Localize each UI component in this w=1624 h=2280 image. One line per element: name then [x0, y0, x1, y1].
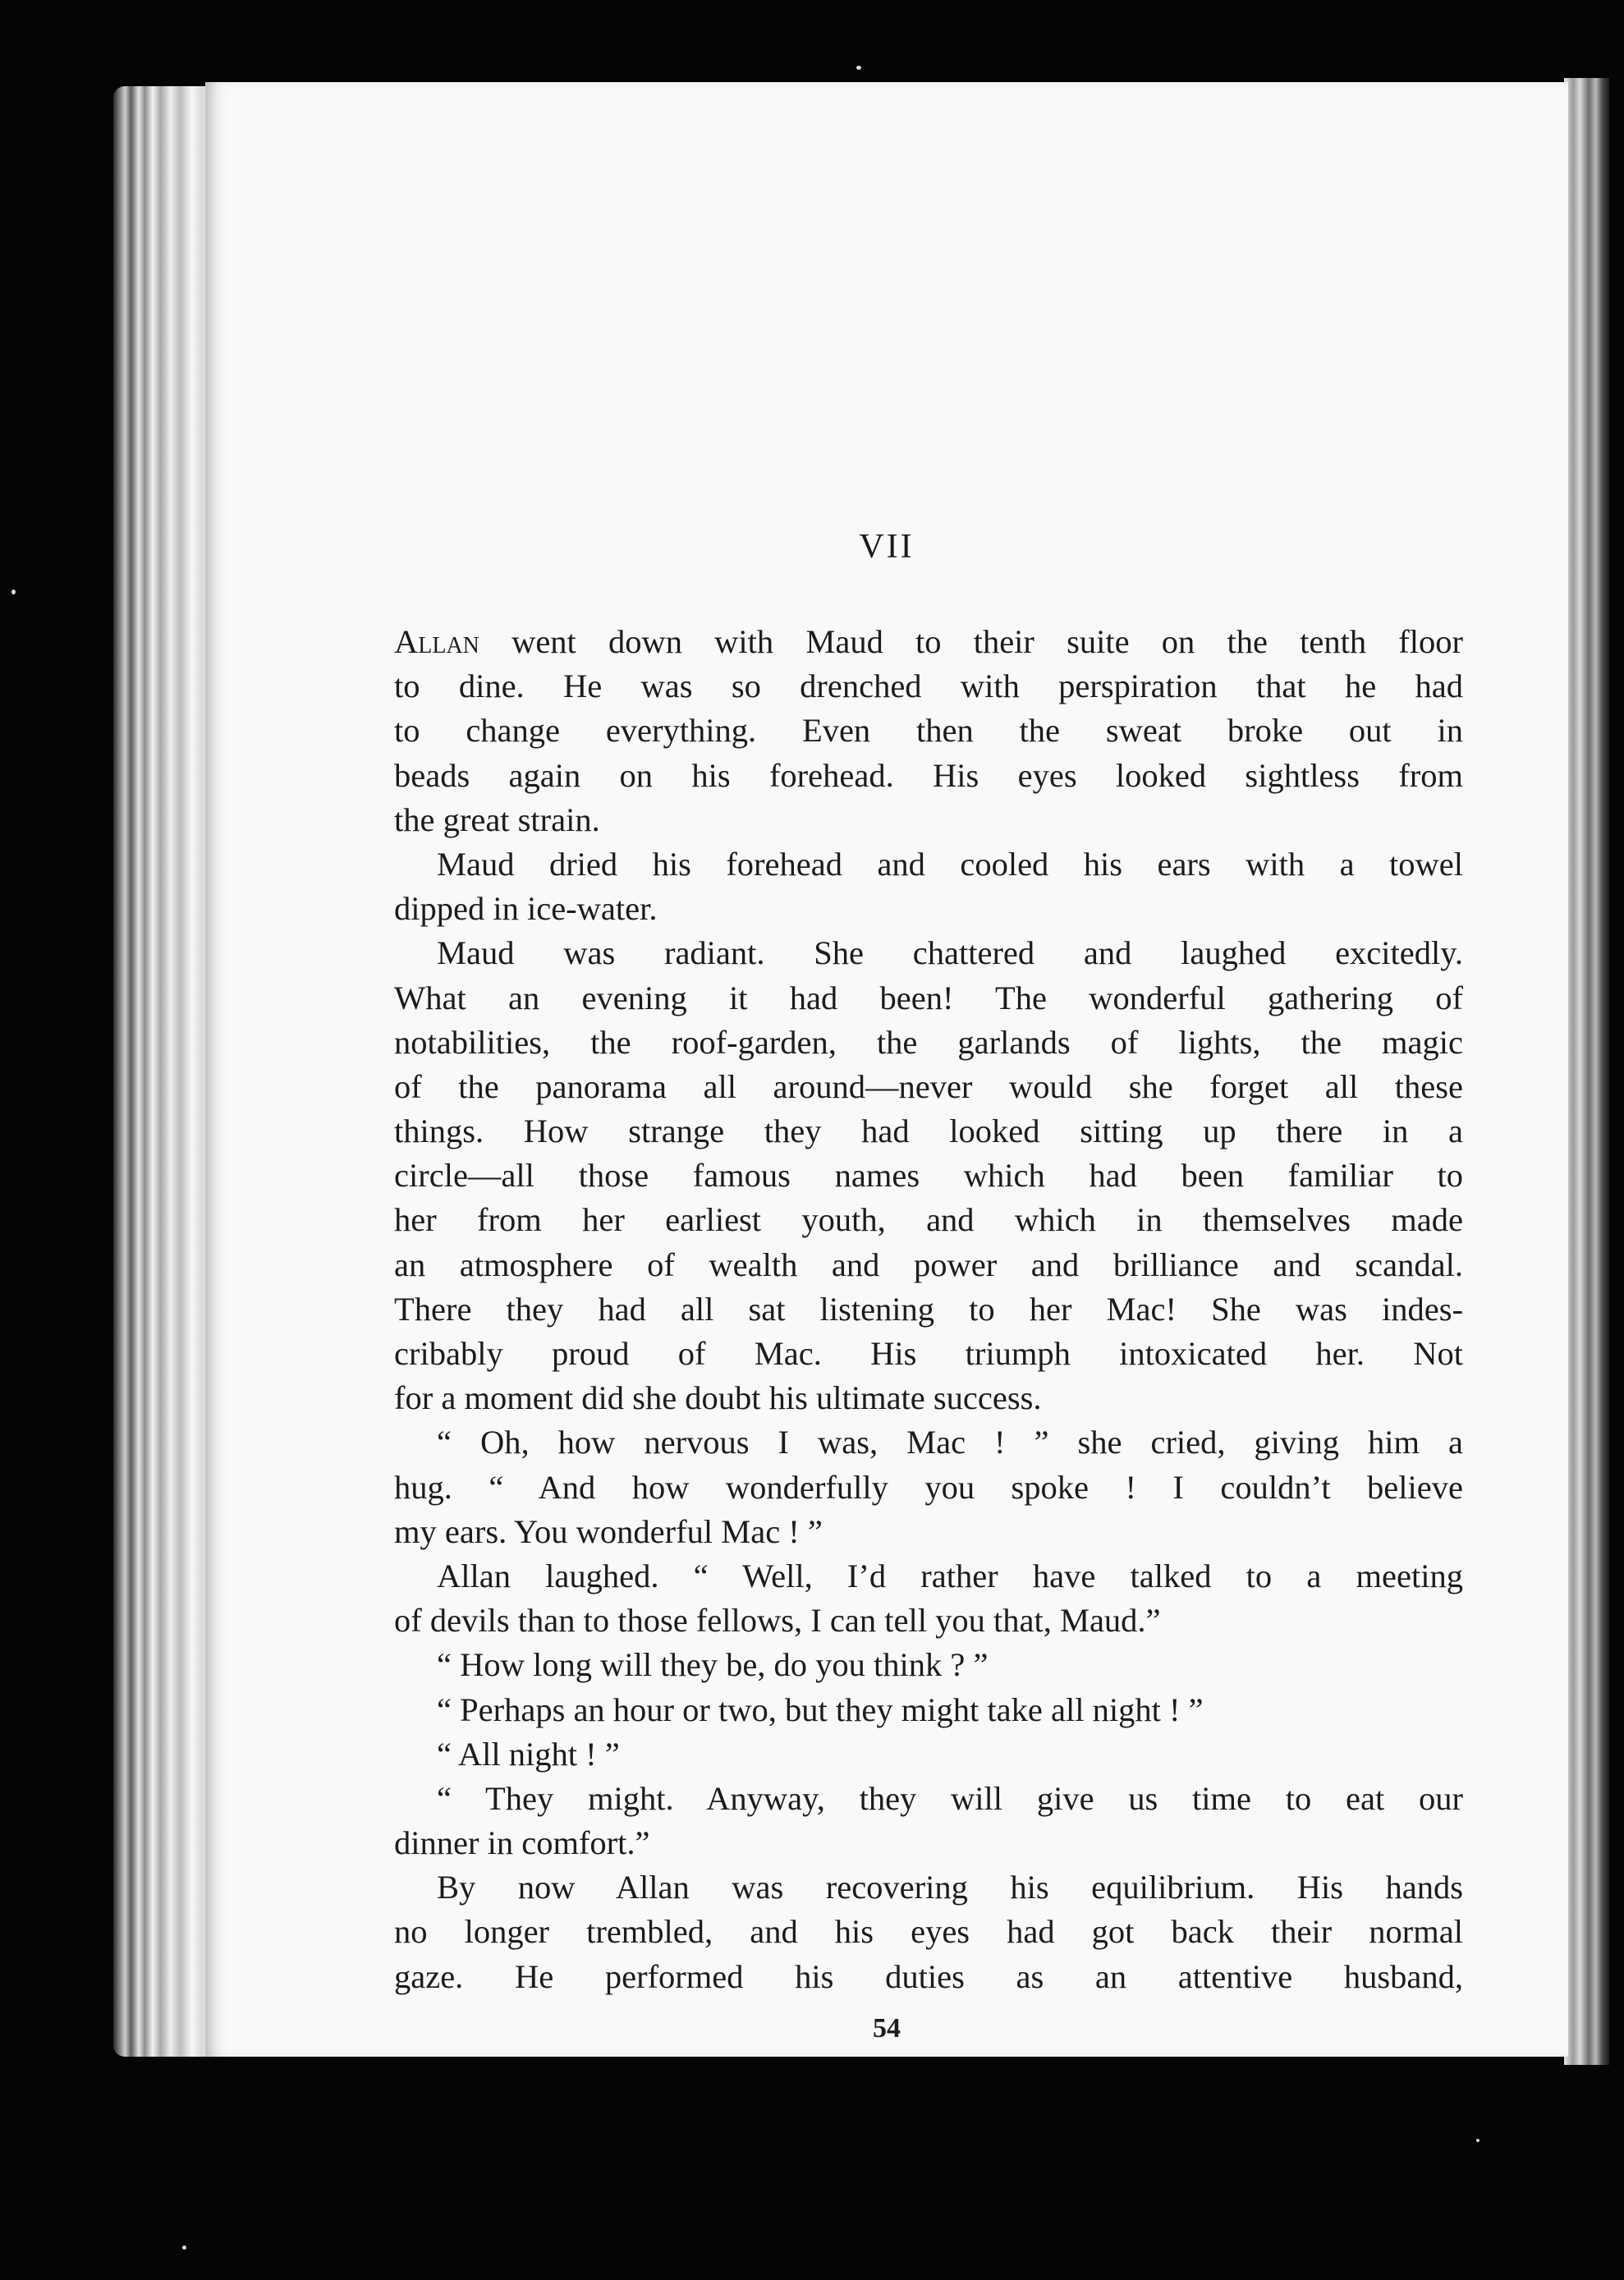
text-line-content: notabilities, the roof-garden, the garlands of lights, the magic: [394, 1023, 1463, 1061]
text-line: [394, 1021, 1463, 1065]
text-line: [394, 1865, 1463, 1910]
text-line: [394, 1198, 1463, 1242]
text-line-content: beads again on his forehead. His eyes looked sightless from: [394, 756, 1463, 794]
text-line: [394, 798, 1463, 842]
dust-speck: [1476, 2139, 1479, 2142]
text-line-content: to dine. He was so drenched with perspiration that he had: [394, 667, 1463, 705]
text-line-content: things. How strange they had looked sitting up there in a: [394, 1112, 1463, 1150]
book-page: [205, 82, 1568, 2057]
text-line-content: “ All night ! ”: [437, 1735, 620, 1773]
text-line-content: no longer trembled, and his eyes had got back their normal: [394, 1913, 1463, 1951]
text-line: [394, 1910, 1463, 1954]
body-text: [394, 620, 1463, 1999]
text-line: [394, 1643, 1463, 1687]
dust-speck: [11, 589, 16, 594]
text-line: [394, 1065, 1463, 1109]
text-line: [394, 931, 1463, 975]
text-line-content: of the panorama all around—never would she forget all these: [394, 1067, 1463, 1105]
chapter-heading: VII: [859, 528, 915, 566]
text-line-content: her from her earliest youth, and which in themselves made: [394, 1201, 1463, 1239]
dust-speck: [856, 66, 861, 70]
text-line: [394, 1732, 1463, 1777]
text-line-content: dinner in comfort.”: [394, 1824, 650, 1862]
page-number: 54: [873, 2013, 901, 2044]
text-line: [394, 1332, 1463, 1376]
text-line: [394, 1154, 1463, 1198]
text-line-content: cribably proud of Mac. His triumph intoxicated her. Not: [394, 1335, 1463, 1372]
text-line: [394, 976, 1463, 1021]
text-line-content: went down with Maud to their suite on the tenth floor: [479, 623, 1463, 660]
text-line-content: for a moment did she doubt his ultimate success.: [394, 1379, 1042, 1417]
text-line: [394, 1955, 1463, 1999]
text-line: [394, 1688, 1463, 1732]
text-line: [394, 1554, 1463, 1599]
text-line: [394, 1243, 1463, 1287]
text-line-content: my ears. You wonderful Mac ! ”: [394, 1512, 823, 1550]
text-line: [394, 664, 1463, 709]
text-line-content: “ How long will they be, do you think ? ”: [437, 1646, 989, 1684]
text-line-content: Maud was radiant. She chattered and laughed excitedly.: [437, 934, 1463, 972]
text-line: [394, 1777, 1463, 1821]
text-line: [394, 887, 1463, 931]
text-line-content: an atmosphere of wealth and power and brilliance and scandal.: [394, 1246, 1463, 1283]
text-line-content: dipped in ice-water.: [394, 890, 658, 928]
text-line: [394, 1599, 1463, 1643]
text-line: [394, 1287, 1463, 1332]
text-line-content: circle—all those famous names which had been familiar to: [394, 1157, 1463, 1195]
book-page-edges-right: [1564, 78, 1609, 2065]
text-line-content: of devils than to those fellows, I can tell you that, Maud.”: [394, 1602, 1161, 1640]
dust-speck: [182, 2246, 186, 2250]
text-line-content: “ They might. Anyway, they will give us time to eat our: [437, 1779, 1463, 1817]
text-line: [394, 620, 1463, 664]
text-line: [394, 754, 1463, 798]
text-line: [394, 1109, 1463, 1154]
text-line: [394, 1821, 1463, 1865]
text-line-content: There they had all sat listening to her Mac! She was indes-: [394, 1290, 1463, 1328]
text-line: [394, 1376, 1463, 1420]
text-line-content: Maud dried his forehead and cooled his ears with a towel: [437, 845, 1463, 883]
text-line-content: to change everything. Even then the sweat broke out in: [394, 712, 1463, 750]
text-line-content: the great strain.: [394, 801, 600, 838]
text-line-content: Allan laughed. “ Well, I’d rather have talked to a meeting: [437, 1557, 1463, 1594]
text-line-content: By now Allan was recovering his equilibrium. His hands: [437, 1869, 1463, 1906]
book-page-edges-left: [113, 86, 212, 2057]
text-line: [394, 842, 1463, 887]
text-line: [394, 1420, 1463, 1465]
text-line-content: gaze. He performed his duties as an attentive husband,: [394, 1957, 1463, 1995]
chapter-opening-word: Allan: [394, 623, 479, 660]
text-line: [394, 1510, 1463, 1554]
text-line-content: “ Oh, how nervous I was, Mac ! ” she cried, giving him a: [437, 1424, 1463, 1461]
text-line: [394, 709, 1463, 753]
text-line-content: hug. “ And how wonderfully you spoke ! I couldn’t believe: [394, 1468, 1463, 1506]
text-line-content: What an evening it had been! The wonderful gathering of: [394, 979, 1463, 1016]
text-line: [394, 1466, 1463, 1510]
text-line-content: “ Perhaps an hour or two, but they might take all night ! ”: [437, 1691, 1204, 1728]
